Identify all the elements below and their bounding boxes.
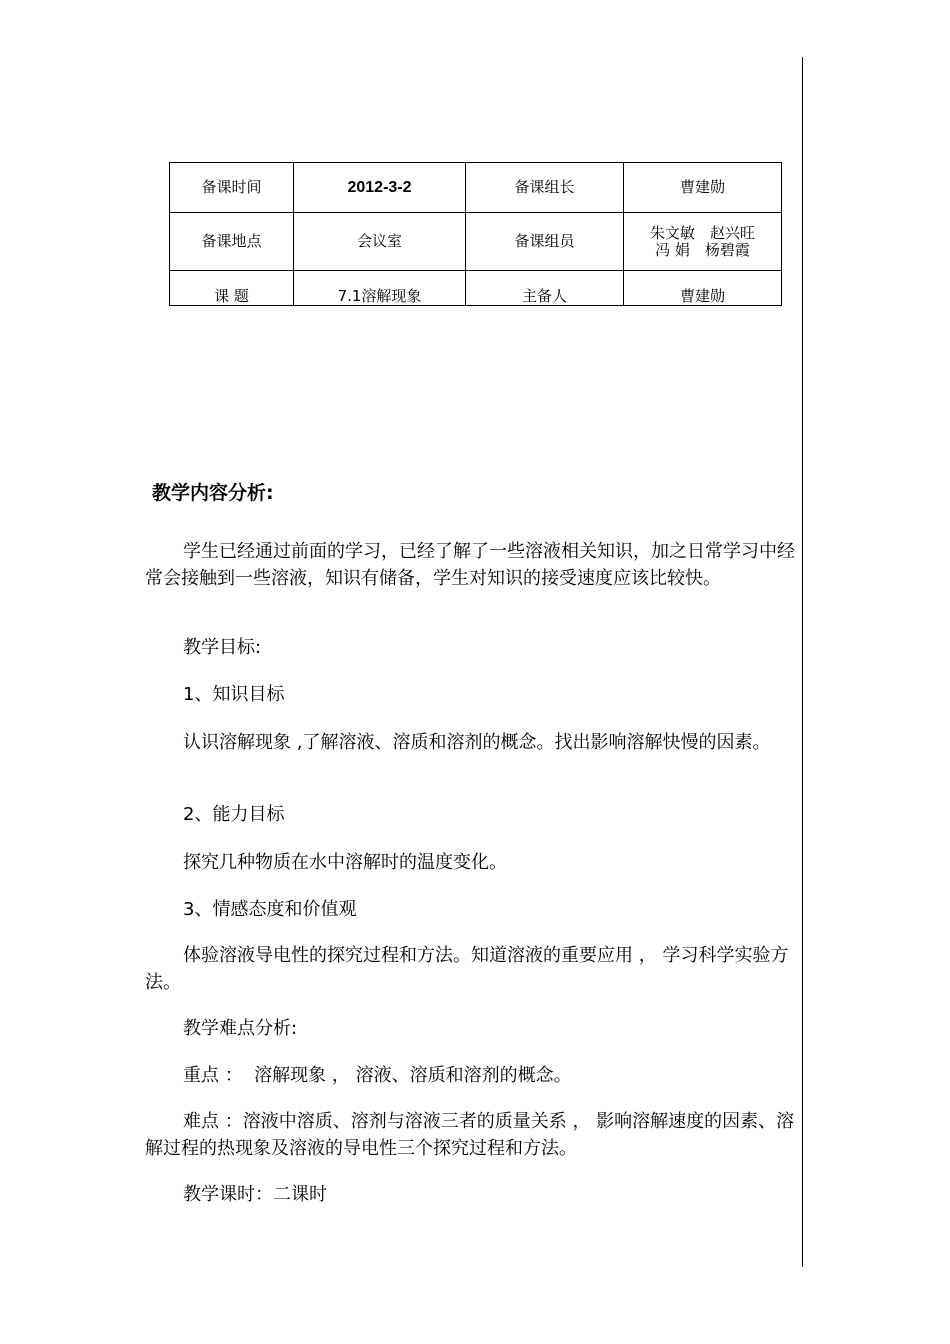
topic-label: 课 题 (170, 271, 294, 306)
table-row (170, 213, 782, 271)
key-point: 重点 ： 溶解现象 ， 溶液、溶质和溶剂的概念。 (183, 1065, 572, 1086)
table-row (170, 163, 782, 213)
group-members-value (624, 213, 782, 271)
goal1-title: 1、知识目标 (183, 684, 285, 705)
goal2-title: 2、能力目标 (183, 804, 285, 825)
section-heading: 教学内容分析: (152, 482, 274, 504)
prep-location-value: 会议室 (294, 213, 466, 271)
goal2-text: 探究几种物质在水中溶解时的温度变化。 (183, 852, 507, 873)
group-leader-label: 备课组长 (466, 163, 624, 213)
lesson-hours: 教学课时：二课时 (183, 1184, 327, 1205)
lesson-info-table (169, 162, 782, 306)
group-leader-value: 曹建勋 (624, 163, 782, 213)
group-members-line: 冯 娟 杨碧霞 (655, 240, 750, 259)
analysis-paragraph: 学生已经通过前面的学习，已经了解了一些溶液相关知识，加之日常学习中经常会接触到一些溶液，知识有储备，学生对知识的接受速度应该比较快。 (145, 541, 795, 589)
table-row (170, 271, 782, 306)
lead-preparer-label: 主备人 (466, 271, 624, 306)
difficulty-title: 教学难点分析: (183, 1018, 298, 1039)
goal3-text: 体验溶液导电性的探究过程和方法。知道溶液的重要应用 ， 学习科学实验方法。 (145, 945, 789, 993)
goal1-text: 认识溶解现象 ,了解溶液、溶质和溶剂的概念。找出影响溶解快慢的因素。 (183, 732, 771, 753)
goals-title: 教学目标: (183, 637, 262, 658)
group-members-line: 朱文敏 赵兴旺 (649, 223, 755, 242)
prep-time-label: 备课时间 (170, 163, 294, 213)
topic-value: 7.1溶解现象 (294, 271, 466, 306)
prep-location-label: 备课地点 (170, 213, 294, 271)
goal3-title: 3、情感态度和价值观 (183, 899, 357, 920)
lead-preparer-value: 曹建勋 (624, 271, 782, 306)
group-members-label: 备课组员 (466, 213, 624, 271)
difficult-point: 难点 ：溶液中溶质、溶剂与溶液三者的质量关系 ， 影响溶解速度的因素、溶解过程的热现象及溶液的导电性三个探究过程和方法。 (145, 1111, 795, 1159)
prep-time-value: 2012-3-2 (294, 163, 466, 213)
